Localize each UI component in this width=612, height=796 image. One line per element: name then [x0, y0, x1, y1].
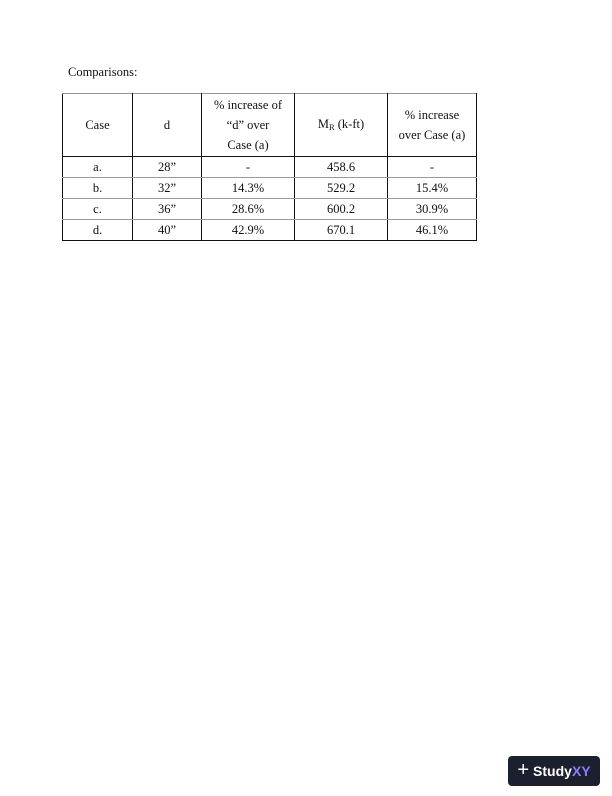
- header-pct-d-line-3: Case (a): [227, 138, 269, 152]
- header-pct-increase-d: [202, 94, 295, 157]
- cell-mr: 529.2: [295, 178, 388, 199]
- cell-pct-mr: -: [388, 157, 477, 178]
- brand-accent: XY: [571, 763, 591, 779]
- table-row: [63, 157, 477, 178]
- header-mr-symbol: M: [317, 116, 329, 131]
- cell-pct-d: 28.6%: [202, 199, 295, 220]
- cell-pct-mr: 46.1%: [388, 220, 477, 241]
- studyxy-badge[interactable]: [508, 756, 600, 786]
- brand-main: Study: [533, 763, 572, 779]
- comparison-table: [62, 93, 477, 241]
- cell-mr: 458.6: [295, 157, 388, 178]
- cell-pct-mr: 30.9%: [388, 199, 477, 220]
- table-row: [63, 178, 477, 199]
- header-d: d: [133, 94, 202, 157]
- cell-case: a.: [63, 157, 133, 178]
- cell-case: d.: [63, 220, 133, 241]
- cell-d: 36”: [133, 199, 202, 220]
- cell-d: 32”: [133, 178, 202, 199]
- header-pct-d-line-1: % increase of: [213, 98, 283, 112]
- header-pct-increase-mr: [388, 94, 477, 157]
- cell-pct-d: 42.9%: [202, 220, 295, 241]
- cell-pct-d: 14.3%: [202, 178, 295, 199]
- table-row: [63, 199, 477, 220]
- section-heading: Comparisons:: [68, 65, 138, 79]
- table-header-row: [63, 94, 477, 157]
- cell-case: c.: [63, 199, 133, 220]
- header-case: Case: [63, 94, 133, 157]
- plus-icon: +: [517, 759, 530, 781]
- cell-case: b.: [63, 178, 133, 199]
- table-row: [63, 220, 477, 241]
- header-moment-resistance: [295, 94, 388, 157]
- cell-mr: 670.1: [295, 220, 388, 241]
- brand-text: [533, 763, 591, 779]
- header-mr-subscript: R: [328, 121, 335, 132]
- cell-d: 40”: [133, 220, 202, 241]
- header-pct-d-line-2: “d” over: [226, 118, 270, 132]
- cell-pct-mr: 15.4%: [388, 178, 477, 199]
- cell-d: 28”: [133, 157, 202, 178]
- header-mr-unit: (k-ft): [334, 116, 365, 131]
- header-pct-mr-line-2: over Case (a): [398, 128, 466, 142]
- header-pct-mr-line-1: % increase: [404, 108, 460, 122]
- cell-pct-d: -: [202, 157, 295, 178]
- cell-mr: 600.2: [295, 199, 388, 220]
